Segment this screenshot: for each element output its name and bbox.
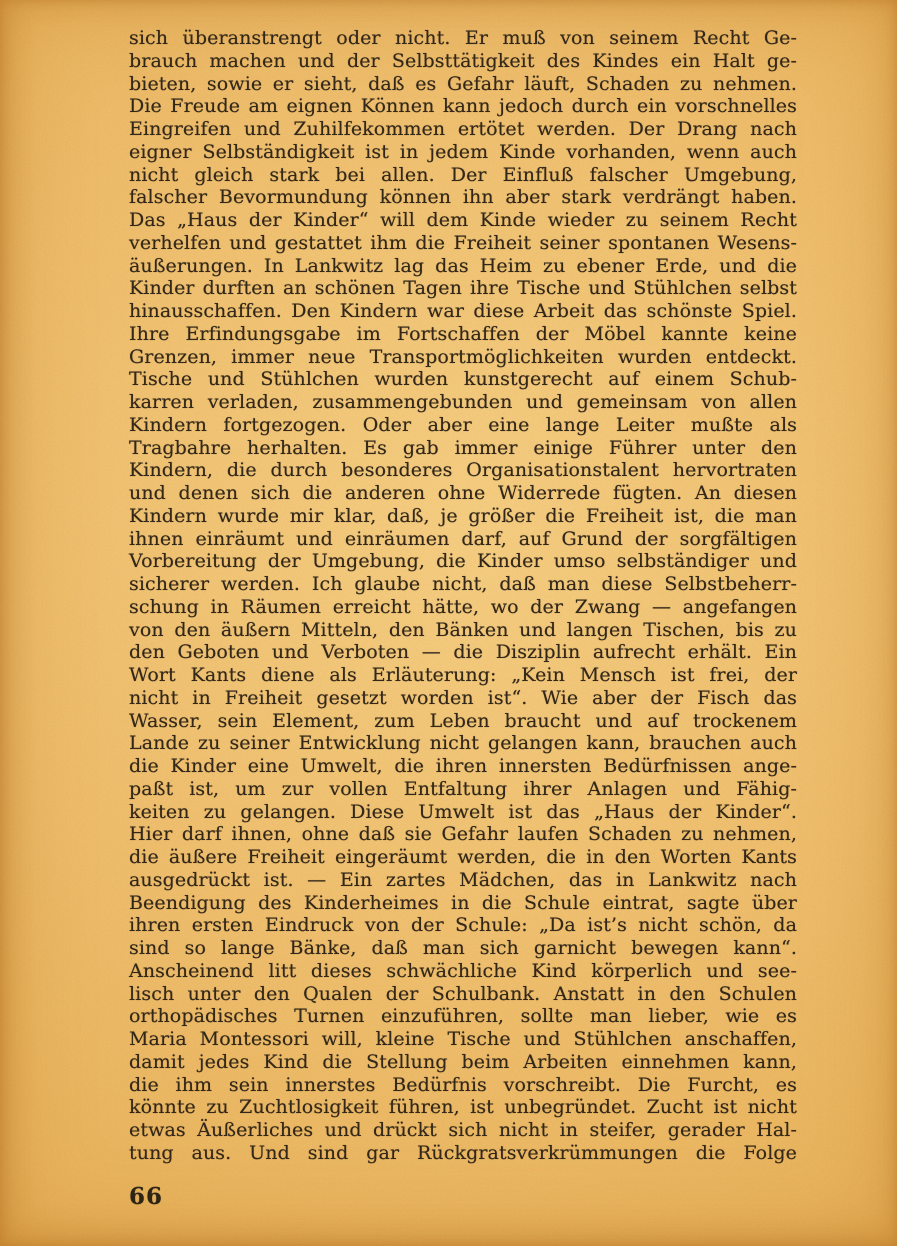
- text-line: ihren ersten Eindruck von der Schule: „Da ist’s nicht schön, da: [129, 914, 797, 937]
- text-line: ihnen einräumt und einräumen darf, auf Grund der sorgfältigen: [129, 527, 797, 550]
- text-line: falscher Bevormundung können ihn aber stark verdrängt haben.: [129, 186, 797, 209]
- text-line: Wort Kants diene als Erläuterung: „Kein Mensch ist frei, der: [129, 664, 797, 686]
- text-line: sind so lange Bänke, daß man sich garnicht bewegen kann“.: [129, 937, 797, 959]
- text-line: sicherer werden. Ich glaube nicht, daß man diese Selbstbeherr-: [129, 573, 797, 595]
- text-line: ausgedrückt ist. — Ein zartes Mädchen, das in Lankwitz nach: [129, 868, 797, 891]
- text-line: Lande zu seiner Entwicklung nicht gelangen kann, brauchen auch: [129, 732, 797, 755]
- text-line: könnte zu Zuchtlosigkeit führen, ist unbegründet. Zucht ist nicht: [129, 1096, 797, 1119]
- text-line: damit jedes Kind die Stellung beim Arbeiten einnehmen kann,: [129, 1050, 797, 1073]
- text-line: Das „Haus der Kinder“ will dem Kinde wieder zu seinem Recht: [129, 209, 797, 231]
- text-line: die ihm sein innerstes Bedürfnis vorschreibt. Die Furcht, es: [129, 1073, 797, 1096]
- text-line: Vorbereitung der Umgebung, die Kinder umso selbständiger und: [129, 550, 797, 573]
- text-line: verhelfen und gestattet ihm die Freiheit seiner spontanen Wesens-: [129, 231, 797, 254]
- text-block: [129, 27, 797, 1165]
- text-line: Ihre Erfindungsgabe im Fortschaffen der Möbel kannte keine: [129, 322, 797, 345]
- text-line: Kindern fortgezogen. Oder aber eine lange Leiter mußte als: [129, 413, 797, 436]
- text-line: etwas Äußerliches und drückt sich nicht in steifer, gerader Hal-: [129, 1119, 797, 1141]
- text-line: Maria Montessori will, kleine Tische und Stühlchen anschaffen,: [129, 1028, 797, 1050]
- text-line: von den äußern Mitteln, den Bänken und langen Tischen, bis zu: [129, 618, 797, 641]
- text-line: lisch unter den Qualen der Schulbank. Anstatt in den Schulen: [129, 982, 797, 1005]
- text-line: Kindern, die durch besonderes Organisationstalent hervortraten: [129, 459, 797, 482]
- text-line: Hier darf ihnen, ohne daß sie Gefahr laufen Schaden zu nehmen,: [129, 823, 797, 846]
- text-line: bieten, sowie er sieht, daß es Gefahr läuft, Schaden zu nehmen.: [129, 72, 797, 95]
- text-line: nicht gleich stark bei allen. Der Einfluß falscher Umgebung,: [129, 163, 797, 186]
- text-line: keiten zu gelangen. Diese Umwelt ist das „Haus der Kinder“.: [129, 800, 797, 823]
- text-line: karren verladen, zusammengebunden und gemeinsam von allen: [129, 391, 797, 413]
- text-line: eigner Selbständigkeit ist in jedem Kinde vorhanden, wenn auch: [129, 140, 797, 163]
- text-line: Beendigung des Kinderheimes in die Schule eintrat, sagte über: [129, 891, 797, 914]
- text-line: die äußere Freiheit eingeräumt werden, die in den Worten Kants: [129, 846, 797, 868]
- text-line: Tische und Stühlchen wurden kunstgerecht auf einem Schub-: [129, 368, 797, 391]
- text-line: äußerungen. In Lankwitz lag das Heim zu ebener Erde, und die: [129, 254, 797, 277]
- text-line: Eingreifen und Zuhilfekommen ertötet werden. Der Drang nach: [129, 118, 797, 140]
- text-line: Grenzen, immer neue Transportmöglichkeiten wurden entdeckt.: [129, 345, 797, 368]
- text-line: tung aus. Und sind gar Rückgratsverkrümmungen die Folge: [129, 1141, 797, 1164]
- text-line: Kinder durften an schönen Tagen ihre Tische und Stühlchen selbst: [129, 277, 797, 300]
- text-line: brauch machen und der Selbsttätigkeit des Kindes ein Halt ge-: [129, 49, 797, 72]
- page-number: 66: [129, 1183, 164, 1210]
- text-line: nicht in Freiheit gesetzt worden ist“. Wie aber der Fisch das: [129, 686, 797, 709]
- text-line: schung in Räumen erreicht hätte, wo der Zwang — angefangen: [129, 595, 797, 618]
- text-line: Kindern wurde mir klar, daß, je größer die Freiheit ist, die man: [129, 504, 797, 527]
- text-line: Tragbahre herhalten. Es gab immer einige Führer unter den: [129, 436, 797, 459]
- text-line: und denen sich die anderen ohne Widerrede fügten. An diesen: [129, 482, 797, 504]
- text-line: paßt ist, um zur vollen Entfaltung ihrer Anlagen und Fähig-: [129, 777, 797, 800]
- text-line: den Geboten und Verboten — die Disziplin aufrecht erhält. Ein: [129, 641, 797, 664]
- text-line: Anscheinend litt dieses schwächliche Kind körperlich und see-: [129, 959, 797, 982]
- text-line: die Kinder eine Umwelt, die ihren innersten Bedürfnissen ange-: [129, 755, 797, 777]
- text-line: orthopädisches Turnen einzuführen, sollte man lieber, wie es: [129, 1005, 797, 1028]
- text-line: Wasser, sein Element, zum Leben braucht und auf trockenem: [129, 709, 797, 732]
- text-line: Die Freude am eignen Können kann jedoch durch ein vorschnelles: [129, 95, 797, 118]
- text-line: hinausschaffen. Den Kindern war diese Arbeit das schönste Spiel.: [129, 300, 797, 322]
- text-line: sich überanstrengt oder nicht. Er muß von seinem Recht Ge-: [129, 27, 797, 49]
